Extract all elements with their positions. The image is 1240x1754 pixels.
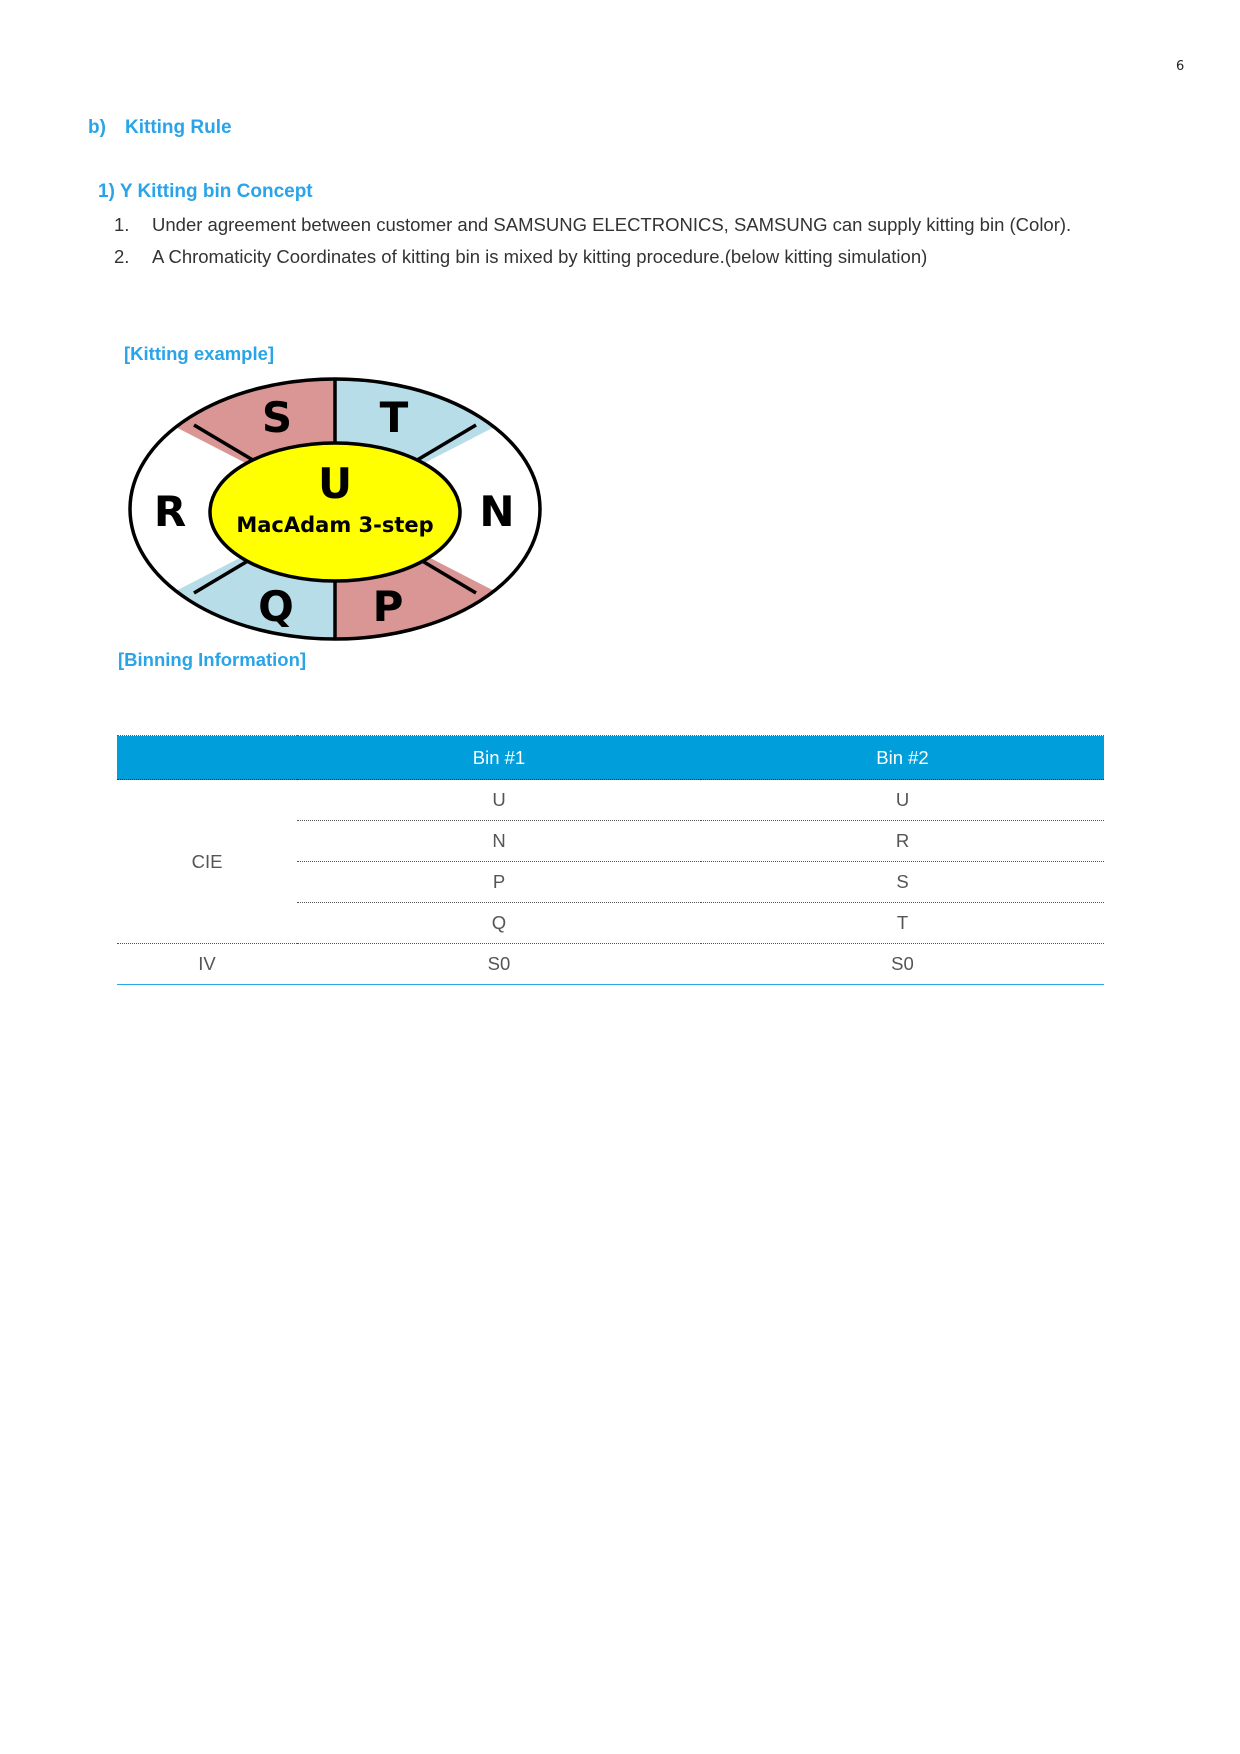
letter-s: S bbox=[261, 393, 293, 442]
binning-information-label: [Binning Information] bbox=[118, 649, 307, 670]
letter-r: R bbox=[153, 487, 187, 536]
table-cell: S0 bbox=[297, 944, 701, 985]
letter-t: T bbox=[379, 393, 409, 442]
table-header-cell: Bin #1 bbox=[297, 736, 701, 780]
table-header-cell: Bin #2 bbox=[701, 736, 1104, 780]
table-cell: S0 bbox=[701, 944, 1104, 985]
table-row bbox=[117, 944, 1104, 985]
letter-p: P bbox=[372, 582, 404, 631]
table-cell: R bbox=[701, 821, 1104, 862]
cie-label-cell: CIE bbox=[117, 780, 297, 944]
kitting-diagram bbox=[124, 376, 544, 642]
list-item bbox=[114, 245, 1071, 277]
letter-n: N bbox=[479, 487, 515, 536]
table-cell: S bbox=[701, 862, 1104, 903]
table-cell: Q bbox=[297, 903, 701, 944]
table-header-row bbox=[117, 736, 1104, 780]
table-row bbox=[117, 780, 1104, 821]
table-cell: U bbox=[701, 780, 1104, 821]
letter-q: Q bbox=[258, 582, 294, 631]
numbered-list bbox=[114, 213, 1071, 277]
list-item-number: 1. bbox=[114, 214, 130, 235]
list-item-text: A Chromaticity Coordinates of kitting bin is mixed by kitting procedure.(below kitting simulation) bbox=[152, 246, 928, 267]
table-cell: U bbox=[297, 780, 701, 821]
list-item-number: 2. bbox=[114, 246, 130, 267]
table-header-cell bbox=[117, 736, 297, 780]
list-item bbox=[114, 213, 1071, 245]
list-item-text: Under agreement between customer and SAMSUNG ELECTRONICS, SAMSUNG can supply kitting bin (Color). bbox=[152, 214, 1072, 235]
subsection-heading: 1) Y Kitting bin Concept bbox=[98, 181, 313, 202]
table-cell: N bbox=[297, 821, 701, 862]
iv-label-cell: IV bbox=[117, 944, 297, 985]
table-cell: P bbox=[297, 862, 701, 903]
section-heading bbox=[88, 117, 232, 139]
page-number: 6 bbox=[1176, 59, 1185, 74]
table-cell: T bbox=[701, 903, 1104, 944]
binning-table bbox=[117, 735, 1104, 985]
section-marker: b) bbox=[88, 117, 106, 138]
kitting-example-label: [Kitting example] bbox=[124, 343, 275, 364]
center-letter: U bbox=[317, 459, 353, 508]
section-title: Kitting Rule bbox=[125, 117, 232, 138]
center-text: MacAdam 3-step bbox=[236, 513, 434, 537]
